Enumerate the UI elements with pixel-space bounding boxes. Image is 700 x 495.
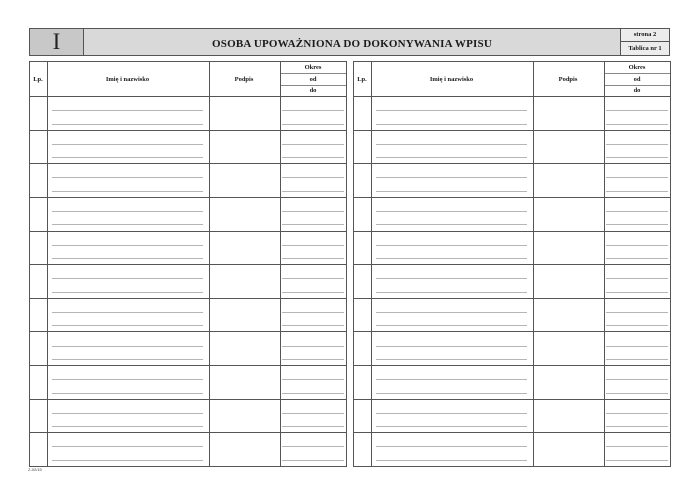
column-header-to: do: [633, 87, 641, 94]
name-writing-line[interactable]: [52, 325, 203, 326]
name-writing-line[interactable]: [52, 312, 203, 313]
period-to-line[interactable]: [282, 325, 344, 326]
table-row-divider: [30, 365, 346, 366]
column-header-signature: Podpis: [558, 75, 578, 83]
name-writing-line[interactable]: [376, 292, 527, 293]
header-divider: [30, 96, 346, 97]
page-title: OSOBA UPOWAŻNIONA DO DOKONYWANIA WPISU: [84, 29, 620, 55]
table-row-divider: [354, 264, 670, 265]
period-from-line[interactable]: [282, 346, 344, 347]
name-writing-line[interactable]: [52, 413, 203, 414]
period-to-line[interactable]: [606, 426, 668, 427]
period-from-line[interactable]: [606, 446, 668, 447]
name-writing-line[interactable]: [376, 359, 527, 360]
name-writing-line[interactable]: [52, 379, 203, 380]
table-row-divider: [354, 365, 670, 366]
period-from-line[interactable]: [282, 446, 344, 447]
name-writing-line[interactable]: [376, 211, 527, 212]
page-number-label: strona 2: [621, 29, 669, 42]
period-from-line[interactable]: [606, 144, 668, 145]
table-number-label: Tablica nr 1: [628, 45, 662, 52]
name-writing-line[interactable]: [52, 144, 203, 145]
name-writing-line[interactable]: [376, 460, 527, 461]
table-row-divider: [30, 331, 346, 332]
period-to-line[interactable]: [606, 157, 668, 158]
period-from-line[interactable]: [282, 379, 344, 380]
name-writing-line[interactable]: [52, 245, 203, 246]
table-row-divider: [354, 298, 670, 299]
name-writing-line[interactable]: [376, 224, 527, 225]
table-row-divider: [354, 130, 670, 131]
table-row-divider: [30, 264, 346, 265]
period-from-line[interactable]: [606, 413, 668, 414]
period-to-line[interactable]: [606, 191, 668, 192]
period-to-line[interactable]: [282, 393, 344, 394]
column-header-lp: Lp.: [357, 75, 367, 83]
period-to-line[interactable]: [606, 325, 668, 326]
header-divider: [354, 96, 670, 97]
period-to-line[interactable]: [282, 292, 344, 293]
form-code: Z-02/15: [28, 467, 42, 472]
column-header-name: Imię i nazwisko: [105, 75, 150, 83]
name-writing-line[interactable]: [376, 393, 527, 394]
column-header-name: Imię i nazwisko: [429, 75, 474, 83]
period-from-line[interactable]: [606, 278, 668, 279]
name-writing-line[interactable]: [376, 245, 527, 246]
column-header-lp: Lp.: [33, 75, 43, 83]
period-to-line[interactable]: [282, 258, 344, 259]
column-header-from: od: [633, 76, 641, 83]
column-header-to: do: [309, 87, 317, 94]
form-header: [29, 28, 670, 56]
table-row-divider: [30, 163, 346, 164]
period-to-line[interactable]: [606, 124, 668, 125]
period-from-line[interactable]: [606, 110, 668, 111]
period-from-line[interactable]: [282, 312, 344, 313]
period-to-line[interactable]: [282, 224, 344, 225]
table-row-divider: [354, 432, 670, 433]
name-writing-line[interactable]: [52, 292, 203, 293]
authorized-persons-table-right: [353, 61, 671, 467]
name-writing-line[interactable]: [52, 278, 203, 279]
table-row-divider: [30, 231, 346, 232]
column-header-signature: Podpis: [234, 75, 254, 83]
name-writing-line[interactable]: [52, 191, 203, 192]
table-row-divider: [30, 130, 346, 131]
period-from-line[interactable]: [282, 211, 344, 212]
name-writing-line[interactable]: [376, 144, 527, 145]
name-writing-line[interactable]: [376, 346, 527, 347]
name-writing-line[interactable]: [376, 426, 527, 427]
name-writing-line[interactable]: [376, 177, 527, 178]
period-to-line[interactable]: [606, 224, 668, 225]
period-from-line[interactable]: [606, 245, 668, 246]
name-writing-line[interactable]: [52, 124, 203, 125]
table-row-divider: [30, 298, 346, 299]
period-to-line[interactable]: [282, 157, 344, 158]
period-to-line[interactable]: [606, 460, 668, 461]
name-writing-line[interactable]: [52, 446, 203, 447]
period-from-line[interactable]: [282, 413, 344, 414]
column-header-from: od: [309, 76, 317, 83]
name-writing-line[interactable]: [52, 110, 203, 111]
name-writing-line[interactable]: [52, 359, 203, 360]
table-row-divider: [30, 197, 346, 198]
period-from-line[interactable]: [606, 177, 668, 178]
name-writing-line[interactable]: [376, 124, 527, 125]
name-writing-line[interactable]: [376, 157, 527, 158]
table-row-divider: [354, 399, 670, 400]
period-to-line[interactable]: [282, 460, 344, 461]
period-from-line[interactable]: [282, 278, 344, 279]
name-writing-line[interactable]: [376, 413, 527, 414]
name-writing-line[interactable]: [52, 426, 203, 427]
column-header-period: Okres: [304, 64, 322, 71]
name-writing-line[interactable]: [52, 224, 203, 225]
name-writing-line[interactable]: [376, 312, 527, 313]
period-to-line[interactable]: [282, 426, 344, 427]
period-to-line[interactable]: [606, 393, 668, 394]
period-to-line[interactable]: [282, 191, 344, 192]
period-from-line[interactable]: [282, 110, 344, 111]
name-writing-line[interactable]: [52, 177, 203, 178]
name-writing-line[interactable]: [376, 258, 527, 259]
name-writing-line[interactable]: [376, 191, 527, 192]
name-writing-line[interactable]: [52, 393, 203, 394]
table-row-divider: [354, 331, 670, 332]
period-from-line[interactable]: [606, 379, 668, 380]
section-numeral: I: [30, 29, 84, 55]
period-from-line[interactable]: [282, 245, 344, 246]
name-writing-line[interactable]: [376, 278, 527, 279]
period-from-line[interactable]: [282, 144, 344, 145]
name-writing-line[interactable]: [376, 110, 527, 111]
name-writing-line[interactable]: [376, 325, 527, 326]
period-to-line[interactable]: [606, 292, 668, 293]
name-writing-line[interactable]: [52, 460, 203, 461]
page-info-box: [620, 29, 669, 55]
table-row-divider: [30, 432, 346, 433]
name-writing-line[interactable]: [52, 211, 203, 212]
name-writing-line[interactable]: [52, 157, 203, 158]
table-row-divider: [30, 399, 346, 400]
period-from-line[interactable]: [282, 177, 344, 178]
period-to-line[interactable]: [606, 258, 668, 259]
table-row-divider: [354, 197, 670, 198]
name-writing-line[interactable]: [376, 379, 527, 380]
table-row-divider: [354, 231, 670, 232]
table-row-divider: [354, 163, 670, 164]
authorized-persons-table-left: [29, 61, 347, 467]
period-from-line[interactable]: [606, 211, 668, 212]
period-to-line[interactable]: [606, 359, 668, 360]
period-to-line[interactable]: [282, 124, 344, 125]
period-from-line[interactable]: [606, 312, 668, 313]
period-to-line[interactable]: [282, 359, 344, 360]
column-header-period: Okres: [628, 64, 646, 71]
name-writing-line[interactable]: [52, 258, 203, 259]
name-writing-line[interactable]: [52, 346, 203, 347]
name-writing-line[interactable]: [376, 446, 527, 447]
period-from-line[interactable]: [606, 346, 668, 347]
